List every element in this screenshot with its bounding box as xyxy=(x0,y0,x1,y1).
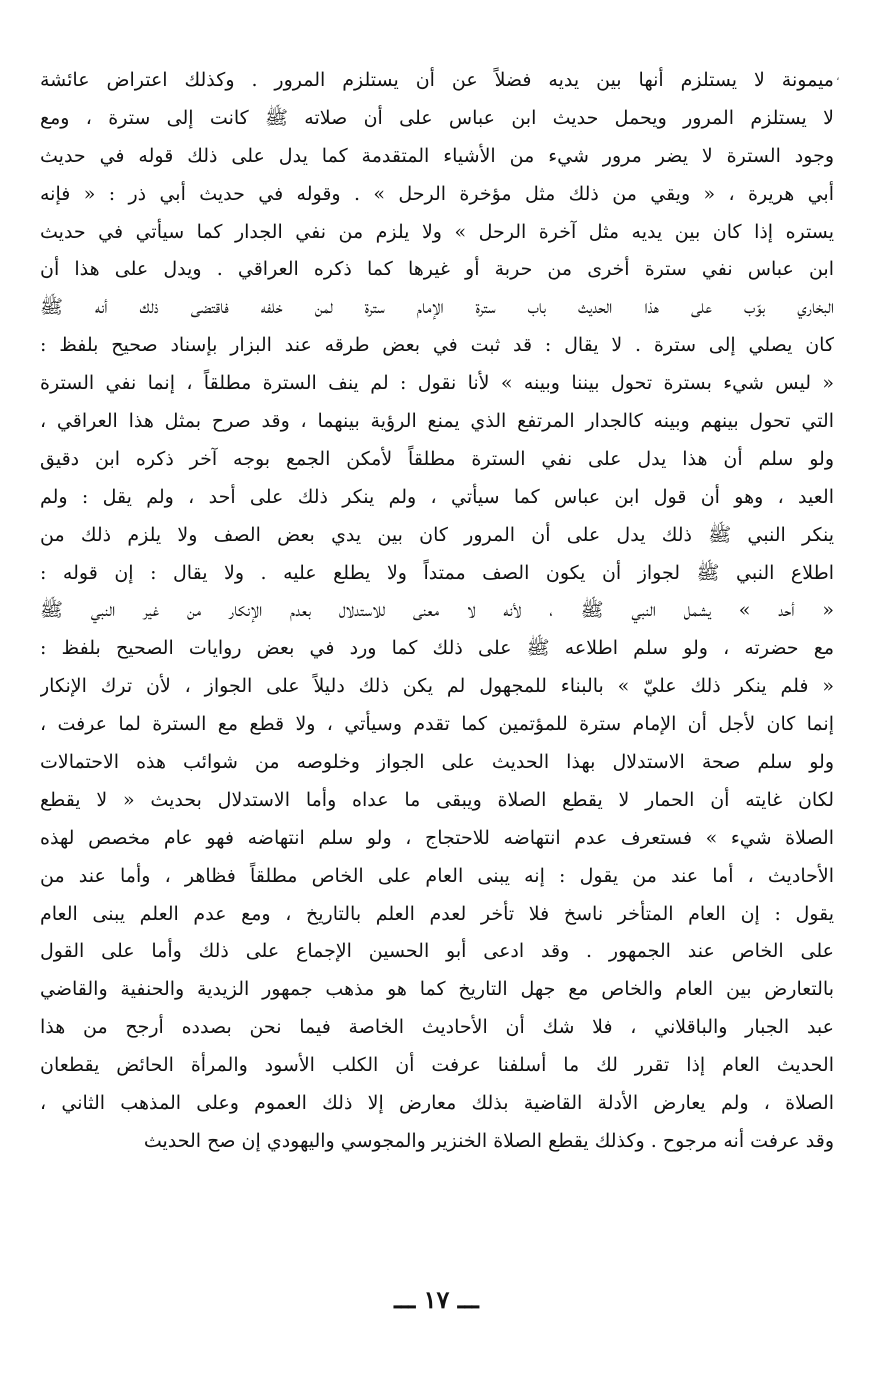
text-line: يقول : إن العام المتأخر ناسخ فلا تأخر لعدم العلم بالتاريخ ، ومع عدم العلم يبنى العام xyxy=(40,902,834,925)
text-line: الأحاديث ، أما عند من يقول : إنه يبنى العام على الخاص مطلقاً فظاهر ، وأما عند من xyxy=(40,864,834,887)
text-line: بالتعارض بين العام والخاص مع جهل التاريخ كما هو مذهب جمهور الزيدية والحنفية والقاضي xyxy=(40,978,834,1001)
text-line: ميمونة لا يستلزم أنها بين يديه فضلاً عن أن يستلزم المرور . وكذلك اعتراض عائشة xyxy=(40,69,834,91)
text-line: أبي هريرة ، « ويقي من ذلك مثل مؤخرة الرحل » . وقوله في حديث أبي ذر : « فإنه xyxy=(40,182,834,205)
text-line: التي تحول بينهم وبينه كالجدار المرتفع الذي يمنع الرؤية بينهما ، وقد صرح بمثل هذا العراقي ، xyxy=(40,410,834,433)
body-text xyxy=(40,62,834,1161)
text-line: عبد الجبار والباقلاني ، فلا شك أن الأحاديث الخاصة فيما نحن بصدده أرجح من هذا xyxy=(40,1016,834,1039)
text-line: وجود السترة لا يضر مرور شيء من الأشياء المتقدمة كما يدل على ذلك قوله في حديث xyxy=(40,144,834,167)
text-line: ينكر النبي ﷺ ذلك يدل على أن المرور كان بين يدي بعض الصف ولا يلزم ذلك من xyxy=(40,523,834,546)
text-line: على الخاص عند الجمهور . وقد ادعى أبو الحسين الإجماع على ذلك وأما على القول xyxy=(40,940,834,963)
text-line: الصلاة ، ولم يعارض الأدلة القاضية بذلك معارض إلا ذلك العموم وعلى المذهب الثاني ، xyxy=(40,1092,834,1115)
text-line: ولو سلم صحة الاستدلال بهذا الحديث على الجواز وخلوصه من شوائب هذه الاحتمالات xyxy=(40,751,834,774)
text-line: لا يستلزم المرور ويحمل حديث ابن عباس على أن صلاته ﷺ كانت إلى سترة ، ومع xyxy=(40,106,834,129)
text-line: « ليس شيء بسترة تحول بيننا وبينه » لأنا نقول : لم ينف السترة مطلقاً ، إنما نفي السترة xyxy=(40,372,834,395)
text-line: الصلاة شيء » فستعرف عدم انتهاضه للاحتجاج ، ولو سلم انتهاضه فهو عام مخصص لهذه xyxy=(40,826,834,849)
text-line: ابن عباس نفي سترة أخرى من حربة أو غيرها كما ذكره العراقي . ويدل على هذا أن xyxy=(40,258,834,281)
text-line: « أحد » يشمل النبي ﷺ ، لأنه لا معنى للاستدلال بعدم الإنكار من غير النبي ﷺ xyxy=(40,599,834,622)
text-line: اطلاع النبي ﷺ لجواز أن يكون الصف ممتداً ولا يطلع عليه . ولا يقال : إن قوله : xyxy=(40,561,834,584)
text-line: مع حضرته ، ولو سلم اطلاعه ﷺ على ذلك كما ورد في بعض روايات الصحيح بلفظ : xyxy=(40,637,834,660)
text-line: ولو سلم أن هذا يدل على نفي السترة مطلقاً لأمكن الجمع بوجه آخر ذكره ابن دقيق xyxy=(40,447,834,470)
text-line: لكان غايته أن الحمار لا يقطع الصلاة ويبقى ما عداه وأما الاستدلال بحديث « لا يقطع xyxy=(40,788,834,811)
text-line: الحديث العام إذا تقرر لك ما أسلفنا عرفت أن الكلب الأسود والمرأة الحائض يقطعان xyxy=(40,1054,834,1077)
text-line: العيد ، وهو أن قول ابن عباس كما سيأتي ، ولم ينكر ذلك على أحد ، ولم يقل : ولم xyxy=(40,485,834,508)
text-line: « فلم ينكر ذلك عليّ » بالبناء للمجهول لم يكن ذلك دليلاً على الجواز ، لأن ترك الإنكار xyxy=(40,675,834,698)
page-number: ـــ ١٧ ـــ xyxy=(394,1285,479,1314)
margin-mark: ، xyxy=(836,70,840,83)
text-line: إنما كان لأجل أن الإمام سترة للمؤتمين كما تقدم وسيأتي ، ولا قطع مع السترة لما عرفت ، xyxy=(40,713,834,736)
text-line: وقد عرفت أنه مرجوح . وكذلك يقطع الصلاة الخنزير والمجوسي واليهودي إن صح الحديث xyxy=(143,1129,834,1152)
text-line: كان يصلي إلى سترة . لا يقال : قد ثبت في بعض طرقه عند البزار بإسناد صحيح بلفظ : xyxy=(40,334,834,357)
text-line: البخاري بوّب على هذا الحديث باب سترة الإمام سترة لمن خلفه فاقتضى ذلك أنه ﷺ xyxy=(40,296,834,319)
text-line: يستره إذا كان بين يديه مثل آخرة الرحل » ولا يلزم من نفي الجدار كما سيأتي في حديث xyxy=(40,220,834,243)
